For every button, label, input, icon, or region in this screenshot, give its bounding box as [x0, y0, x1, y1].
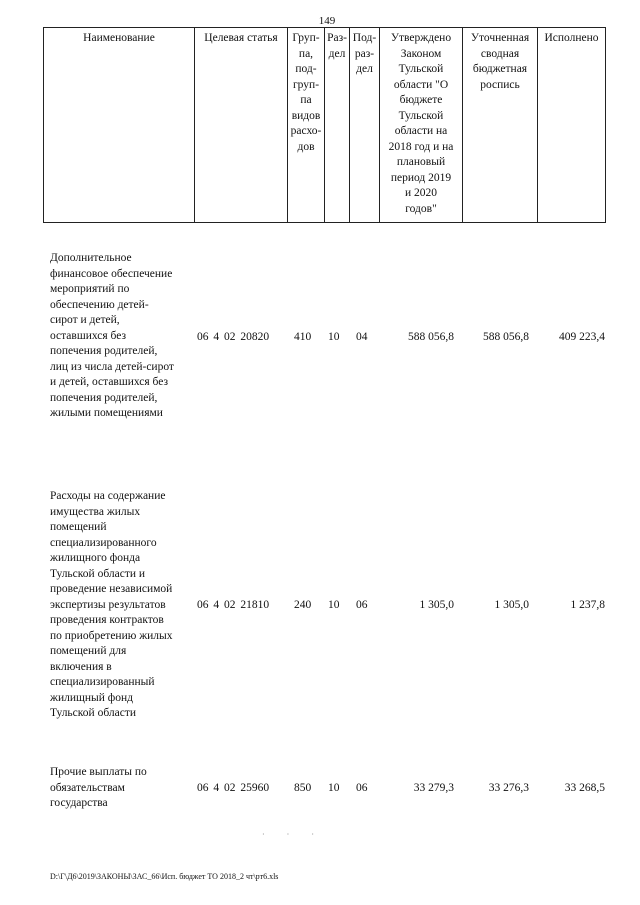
row-section: 10 [328, 782, 340, 794]
row-refined: 588 056,8 [483, 331, 529, 343]
table-header [43, 27, 606, 223]
text-line: жилыми помещениями [50, 407, 163, 419]
row-section: 10 [328, 599, 340, 611]
text-line: Тульской [398, 109, 444, 122]
text-line: попечения родителей, [50, 345, 158, 357]
page-number: 149 [318, 15, 336, 27]
row-approved: 588 056,8 [408, 331, 454, 343]
row-subsection: 06 [356, 782, 368, 794]
scan-marks: · · · [262, 830, 324, 839]
row-group: 850 [294, 782, 312, 794]
text-line: Прочие выплаты по [50, 766, 147, 778]
row-name [50, 489, 195, 722]
text-line: Уточненная [470, 32, 530, 44]
text-line: проведения контрактов [50, 614, 164, 626]
row-subsection: 04 [356, 331, 368, 343]
text-line: оставшихся без [50, 329, 127, 342]
text-line: под- [295, 63, 317, 75]
text-line: обеспечению детей- [50, 298, 149, 311]
text-line: плановый [396, 156, 446, 168]
row-approved: 1 305,0 [419, 599, 454, 611]
text-line: проведение независимой [50, 583, 173, 595]
header-section [325, 28, 350, 223]
text-line: и 2020 [404, 187, 438, 199]
row-name [50, 251, 195, 422]
text-line: обязательствам [50, 781, 125, 794]
row-group: 240 [294, 599, 312, 611]
text-line: попечения родителей, [50, 391, 158, 404]
text-line: раз- [354, 47, 375, 60]
row-group: 410 [294, 331, 312, 343]
table-row [0, 489, 640, 724]
text-line: имущества жилых [50, 505, 141, 518]
text-line: расхо- [290, 125, 322, 137]
table-row [0, 251, 640, 426]
text-line: жилищный фонд [50, 691, 133, 704]
header-expense-group [288, 28, 325, 223]
file-path-footer: D:\Г\Д6\2019\ЗАКОНЫ\ЗАС_66\Исп. бюджет ТО 2018_2 чт\рт6.xls [50, 872, 279, 881]
text-line: дов [297, 140, 315, 153]
text-line: Наименование [83, 32, 155, 44]
text-line: годов" [405, 202, 437, 215]
text-line: по приобретению жилых [50, 629, 173, 642]
text-line: Целевая статья [204, 32, 278, 44]
text-line: период 2019 [390, 171, 452, 184]
row-subsection: 06 [356, 599, 368, 611]
text-line: сводная [480, 47, 520, 60]
text-line: груп- [292, 78, 320, 91]
row-refined: 33 276,3 [488, 782, 529, 794]
text-line: дел [328, 47, 346, 60]
header-subsection [350, 28, 380, 223]
text-line: 2018 год и на [388, 140, 454, 153]
text-line: бюджетная [472, 63, 528, 75]
text-line: бюджете [399, 94, 443, 106]
text-line: дел [356, 63, 373, 75]
text-line: государства [50, 797, 108, 809]
text-line: роспись [480, 78, 520, 91]
text-line: Расходы на содержание [50, 490, 166, 502]
text-line: Под- [352, 32, 377, 44]
row-executed: 1 237,8 [570, 599, 605, 611]
header-approved [380, 28, 463, 223]
text-line: Раз- [327, 32, 347, 44]
text-line: па, [298, 47, 314, 60]
text-line: специализированного [50, 536, 157, 549]
text-line: и детей, оставшихся без [50, 376, 169, 388]
header-executed [538, 28, 606, 223]
text-line: помещений для [50, 645, 127, 657]
row-section: 10 [328, 331, 340, 343]
text-line: Утверждено [390, 32, 452, 44]
text-line: па [300, 94, 312, 106]
row-target-article: 06 4 02 20820 [197, 331, 270, 343]
text-line: Тульской [398, 63, 444, 75]
row-executed: 33 268,5 [564, 782, 605, 794]
text-line: финансовое обеспечение [50, 267, 173, 280]
text-line: области на [394, 125, 448, 137]
row-approved: 33 279,3 [413, 782, 454, 794]
row-target-article: 06 4 02 21810 [197, 599, 270, 611]
row-refined: 1 305,0 [494, 599, 529, 611]
text-line: области "О [393, 78, 449, 91]
text-line: Дополнительное [50, 252, 132, 264]
text-line: мероприятий по [50, 283, 130, 295]
text-line: Законом [400, 47, 442, 60]
header-name [44, 28, 195, 223]
table-row [0, 765, 640, 815]
text-line: жилищного фонда [50, 552, 141, 564]
header-refined [463, 28, 538, 223]
text-line: Тульской области [50, 707, 137, 719]
text-line: Исполнено [544, 32, 599, 44]
text-line: специализированный [50, 676, 155, 688]
text-line: видов [291, 109, 321, 122]
text-line: лиц из числа детей-сирот [50, 360, 174, 373]
text-line: помещений [50, 521, 107, 533]
text-line: включения в [50, 660, 112, 673]
text-line: Груп- [292, 32, 320, 44]
row-target-article: 06 4 02 25960 [197, 782, 270, 794]
row-executed: 409 223,4 [559, 331, 605, 343]
text-line: сирот и детей, [50, 314, 120, 326]
text-line: экспертизы результатов [50, 598, 166, 611]
row-name [50, 765, 195, 812]
header-target-article [195, 28, 288, 223]
text-line: Тульской области и [50, 567, 146, 580]
